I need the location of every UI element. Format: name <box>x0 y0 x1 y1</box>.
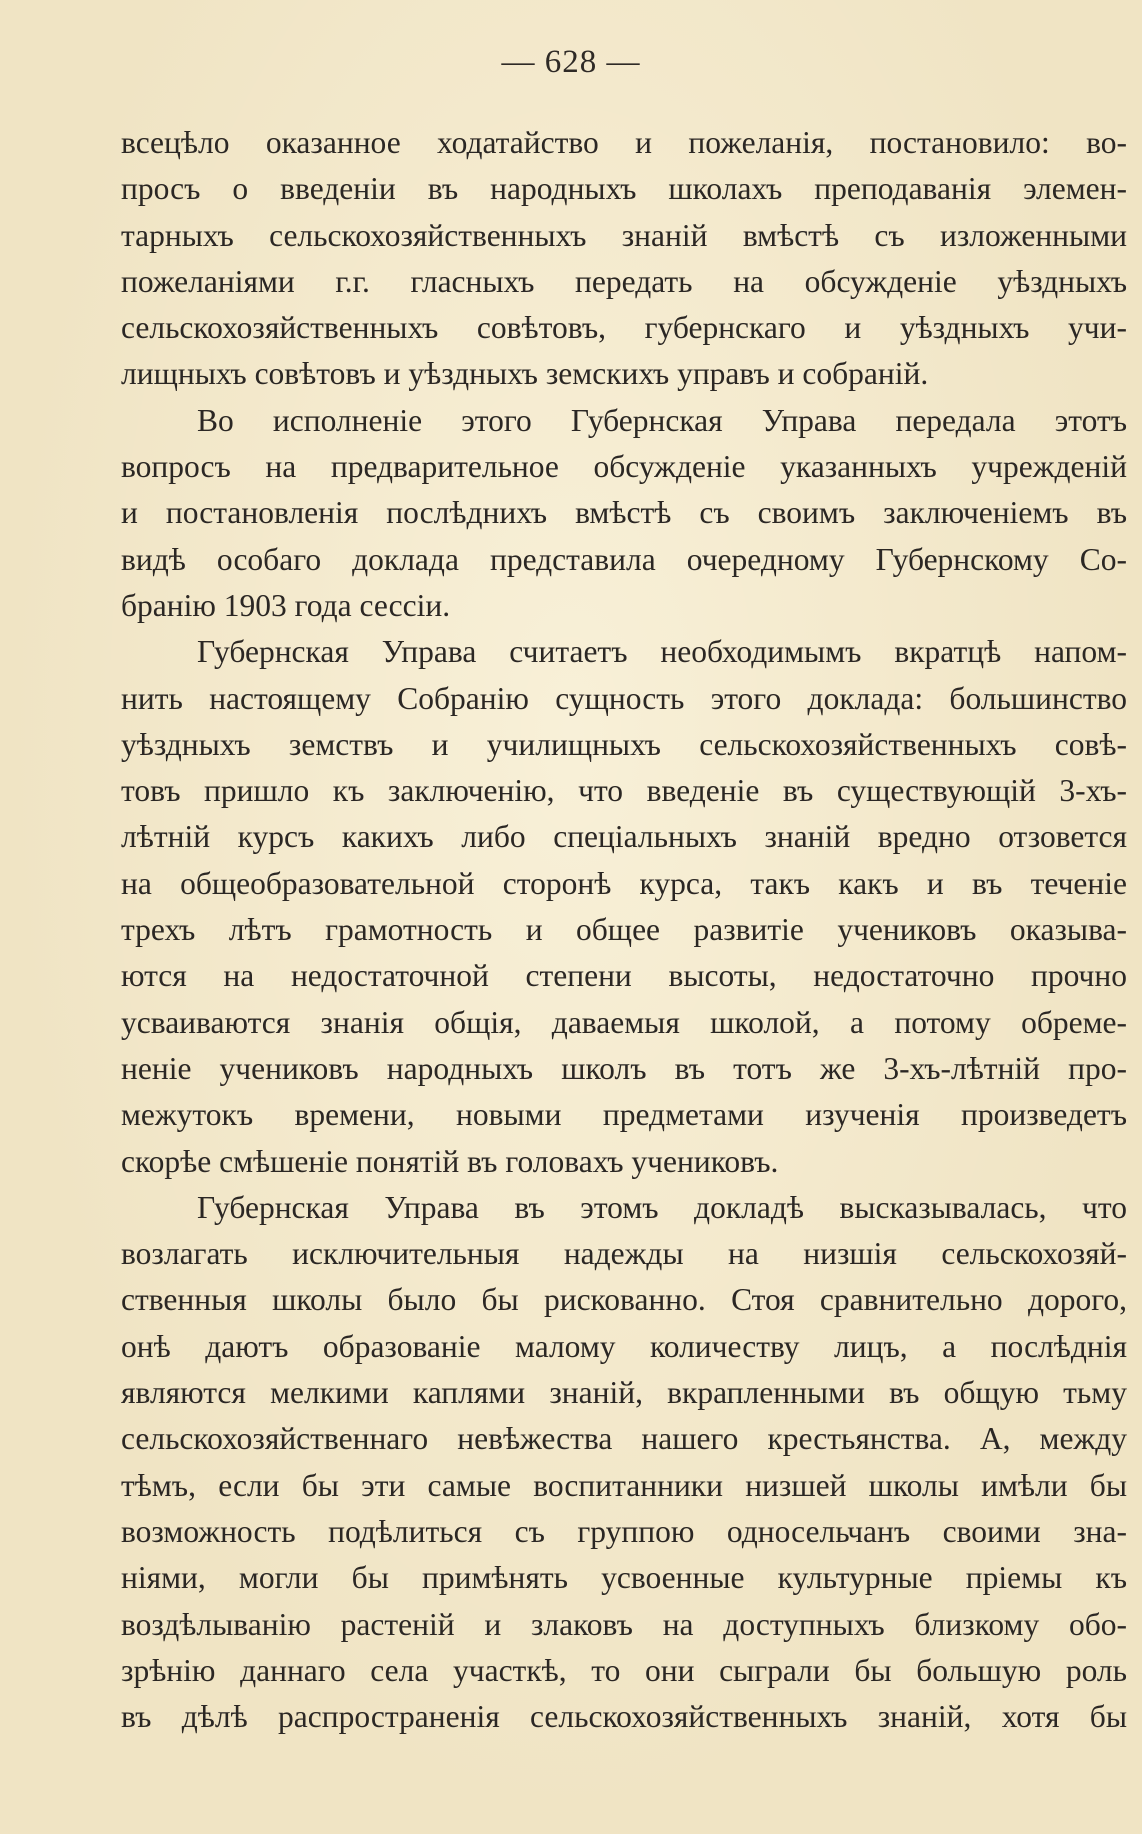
text-line: возлагать исключительныя надежды на низшія сельскохозяй- <box>121 1236 1127 1272</box>
text-line: усваиваются знанія общія, даваемыя школой, а потому обреме- <box>121 1004 1127 1040</box>
text-line: Губернская Управа въ этомъ докладѣ высказывалась, что <box>197 1189 1127 1225</box>
text-line: лѣтній курсъ какихъ либо спеціальныхъ знаній вредно отзовется <box>121 819 1127 855</box>
text-line: вопросъ на предварительное обсужденіе указанныхъ учрежденій <box>121 449 1127 485</box>
text-line: нить настоящему Собранію сущность этого доклада: большинство <box>121 680 1127 716</box>
text-line: ніями, могли бы примѣнять усвоенные культурные пріемы къ <box>121 1560 1127 1596</box>
text-line: скорѣе смѣшеніе понятій въ головахъ учениковъ. <box>121 1143 779 1179</box>
text-line: ются на недостаточной степени высоты, недостаточно прочно <box>121 958 1127 994</box>
body-text <box>121 120 1127 1740</box>
text-line: видѣ особаго доклада представила очередному Губернскому Со- <box>121 541 1127 577</box>
text-line: воздѣлыванію растеній и злаковъ на доступныхъ близкому обо- <box>121 1606 1127 1642</box>
text-line: Губернская Управа считаетъ необходимымъ вкратцѣ напом- <box>197 634 1127 670</box>
text-line: трехъ лѣтъ грамотность и общее развитіе учениковъ оказыва- <box>121 912 1127 948</box>
text-line: въ дѣлѣ распространенія сельскохозяйственныхъ знаній, хотя бы <box>121 1699 1127 1735</box>
text-line: лищныхъ совѣтовъ и уѣздныхъ земскихъ управъ и собраній. <box>121 356 929 392</box>
text-line: неніе учениковъ народныхъ школъ въ тотъ же 3-хъ-лѣтній про- <box>121 1050 1127 1086</box>
text-line: являются мелкими каплями знаній, вкрапленными въ общую тьму <box>121 1375 1127 1411</box>
text-line: и постановленія послѣднихъ вмѣстѣ съ своимъ заключеніемъ въ <box>121 495 1127 531</box>
text-line: межутокъ времени, новыми предметами изученія произведетъ <box>121 1097 1127 1133</box>
text-line: пожеланіями г.г. гласныхъ передать на обсужденіе уѣздныхъ <box>121 263 1127 299</box>
text-line: бранію 1903 года сессіи. <box>121 587 451 623</box>
text-line: всецѣло оказанное ходатайство и пожеланія, постановило: во- <box>121 125 1127 160</box>
paragraph-1 <box>121 120 1127 398</box>
text-line: уѣздныхъ земствъ и училищныхъ сельскохозяйственныхъ совѣ- <box>121 726 1127 762</box>
text-line: на общеобразовательной сторонѣ курса, такъ какъ и въ теченіе <box>121 865 1127 901</box>
text-line: ственныя школы было бы рискованно. Стоя сравнительно дорого, <box>121 1282 1127 1318</box>
paragraph-4 <box>121 1185 1127 1741</box>
paragraph-2 <box>121 398 1127 629</box>
text-line: зрѣнію даннаго села участкѣ, то они сыграли бы большую роль <box>121 1652 1127 1688</box>
text-line: онѣ даютъ образованіе малому количеству лицъ, а послѣднія <box>121 1328 1127 1364</box>
text-line: сельскохозяйственныхъ совѣтовъ, губернскаго и уѣздныхъ учи- <box>121 310 1127 346</box>
text-line: тарныхъ сельскохозяйственныхъ знаній вмѣстѣ съ изложенными <box>121 217 1127 253</box>
text-line: сельскохозяйственнаго невѣжества нашего крестьянства. А, между <box>121 1421 1127 1457</box>
paragraph-3 <box>121 629 1127 1185</box>
text-line: возможность подѣлиться съ группою односельчанъ своими зна- <box>121 1513 1127 1549</box>
text-line: товъ пришло къ заключенію, что введеніе въ существующій 3-хъ- <box>121 773 1127 809</box>
text-line: просъ о введеніи въ народныхъ школахъ преподаванія элемен- <box>121 171 1127 207</box>
text-line: Во исполненіе этого Губернская Управа передала этотъ <box>197 402 1127 438</box>
text-line: тѣмъ, если бы эти самые воспитанники низшей школы имѣли бы <box>121 1467 1127 1503</box>
page-number: — 628 — <box>501 44 641 80</box>
